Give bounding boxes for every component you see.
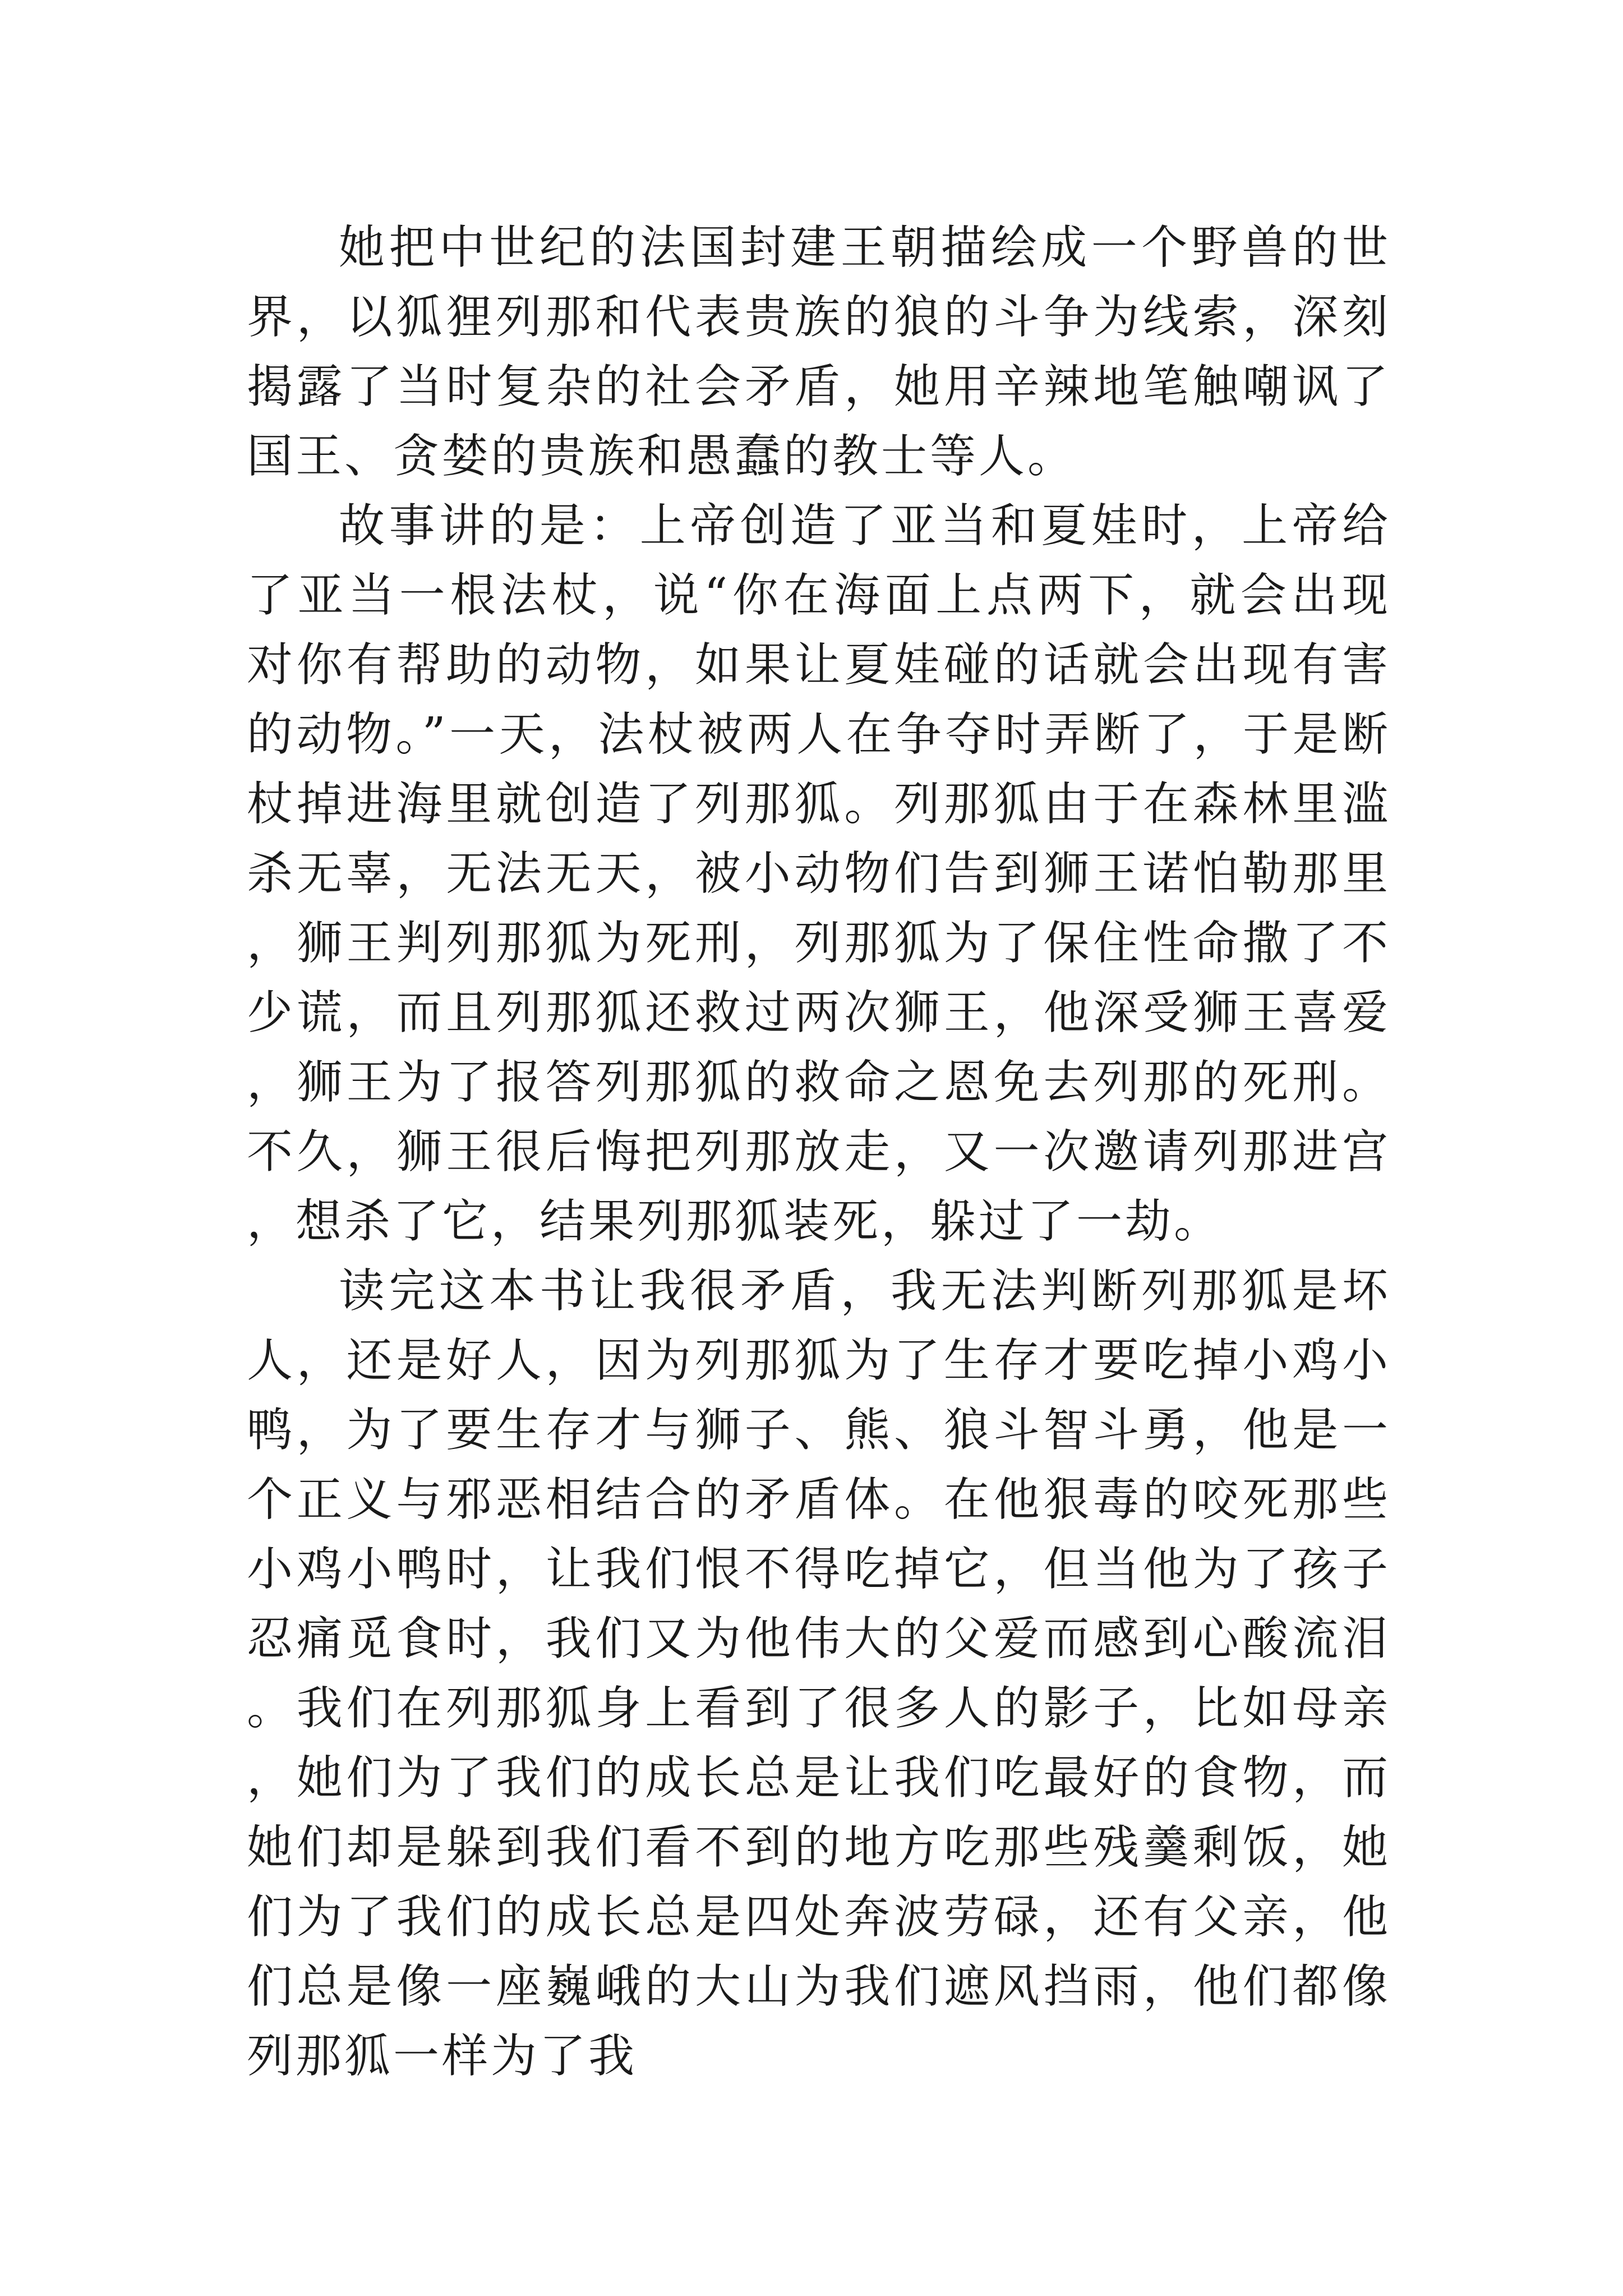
paragraph-3: 读完这本书让我很矛盾，我无法判断列那狐是坏人，还是好人，因为列那狐为了生存才要吃掉小鸡小鸭，为了要生存才与狮子、熊、狼斗智斗勇，他是一个正义与邪恶相结合的矛盾体。在他狠毒的咬死那些小鸡小鸭时，让我们恨不得吃掉它，但当他为了孩子忍痛觅食时，我们又为他伟大的父爱而感到心酸流泪。我们在列那狐身上看到了很多人的影子，比如母亲，她们为了我们的成长总是让我们吃最好的食物，而她们却是躲到我们看不到的地方吃那些残羹剩饭，她们为了我们的成长总是四处奔波劳碌，还有父亲，他们总是像一座巍峨的大山为我们遮风挡雨，他们都像列那狐一样为了我 [247, 1264, 1391, 2083]
paragraph-2: 故事讲的是：上帝创造了亚当和夏娃时，上帝给了亚当一根法杖，说“你在海面上点两下，就会出现对你有帮助的动物，如果让夏娃碰的话就会出现有害的动物。”一天，法杖被两人在争夺时弄断了，于是断杖掉进海里就创造了列那狐。列那狐由于在森林里滥杀无辜，无法无天，被小动物们告到狮王诺怕勒那里，狮王判列那狐为死刑，列那狐为了保住性命撒了不少谎，而且列那狐还救过两次狮王，他深受狮王喜爱，狮王为了报答列那狐的救命之恩免去列那的死刑。不久，狮王很后悔把列那放走，又一次邀请列那进宫，想杀了它，结果列那狐装死，躲过了一劫。 [247, 499, 1391, 1248]
document-body [247, 213, 1391, 2091]
paragraph-1: 她把中世纪的法国封建王朝描绘成一个野兽的世界，以狐狸列那和代表贵族的狼的斗争为线索，深刻揭露了当时复杂的社会矛盾，她用辛辣地笔触嘲讽了国王、贪婪的贵族和愚蠢的教士等人。 [247, 221, 1391, 483]
